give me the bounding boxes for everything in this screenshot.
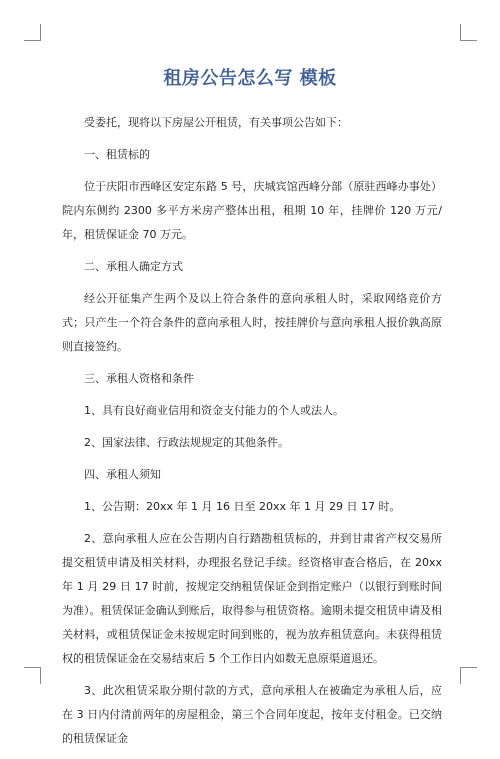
document-body [62,111,442,759]
selection-method-paragraph: 经公开征集产生两个及以上符合条件的意向承租人时，采取网络竞价方式；只产生一个符合条件的意向承租人时，按挂牌价与意向承租人报价孰高原则直接签约。 [62,292,442,353]
crop-mark-bottom-left [24,667,41,684]
section-heading-lease-object: 一、租赁标的 [84,148,150,161]
section-heading-qualifications: 三、承租人资格和条件 [84,372,194,385]
notice-item: 3、此次租赁采取分期付款的方式，意向承租人在被确定为承租人后，应在 3 日内付清前两年的房屋租金，第三个合同年度起，按年支付租金。已交纳的租赁保证金 [62,684,442,745]
lease-object-paragraph: 位于庆阳市西峰区安定东路 5 号，庆城宾馆西峰分部（原驻西峰办事处）院内东侧约 2300 多平方米房产整体出租，租期 10 年，挂牌价 120 万元/年，租赁保证金 70 万元。 [62,180,442,241]
section-heading-notice: 四、承租人须知 [84,468,161,481]
crop-mark-top-right [460,24,477,41]
page-title: 租房公告怎么写 模板 [163,68,337,89]
qualification-item: 1、具有良好商业信用和资金支付能力的个人或法人。 [84,404,344,417]
notice-item: 2、意向承租人应在公告期内自行踏勘租赁标的，并到甘肃省产权交易所提交租赁申请及相关材料，办理报名登记手续。经资格审查合格后，在 20xx 年 1 月 29 日 17 时前，按规定交纳租赁保证金到指定账户（以银行到账时间为准）。租赁保证金确认到账后，取得参与租赁资格。逾期未提交租赁申请及相关材料，或租赁保证金未按规定时间到账的，视为放弃租赁意向。未获得租赁权的租赁保证金在交易结束后 5 个工作日内如数无息原渠道退还。 [62,532,442,665]
section-heading-selection-method: 二、承租人确定方式 [84,260,183,273]
qualification-item: 2、国家法律、行政法规规定的其他条件。 [84,436,289,449]
crop-mark-top-left [24,24,41,41]
notice-item: 1、公告期：20xx 年 1 月 16 日至 20xx 年 1 月 29 日 17 时。 [84,500,401,513]
crop-mark-bottom-right [460,667,477,684]
intro-paragraph: 受委托，现将以下房屋公开租赁，有关事项公告如下： [84,116,348,129]
